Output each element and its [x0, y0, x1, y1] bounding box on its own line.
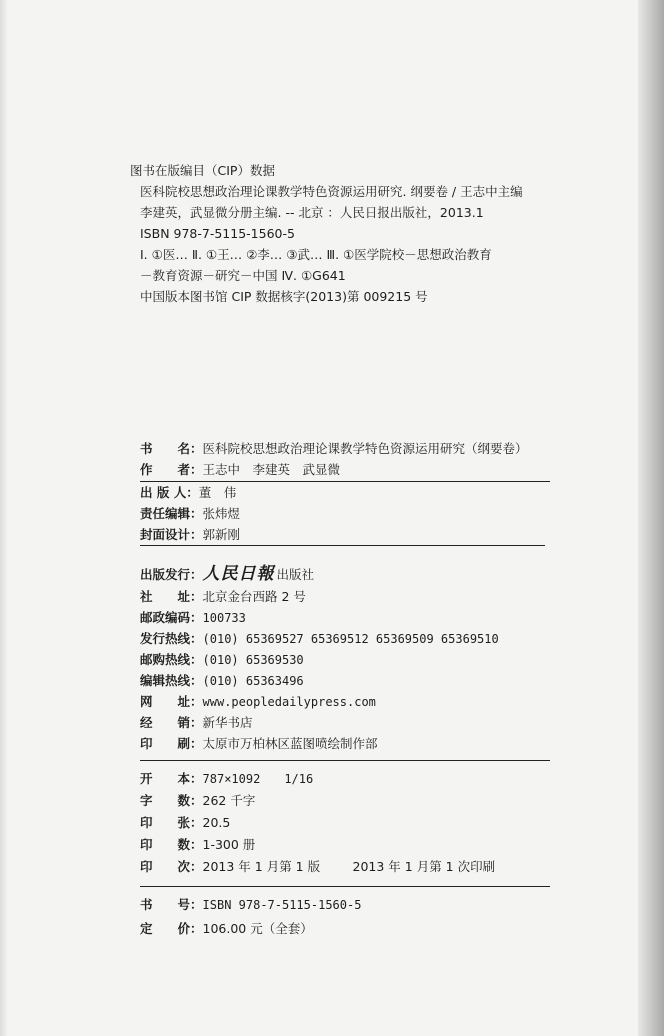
printer-row: [140, 733, 560, 754]
editor-row: [140, 503, 560, 524]
cip-class-line1: Ⅰ. ①医… Ⅱ. ①王… ②李… ③武… Ⅲ. ①医学院校－思想政治教育: [140, 247, 492, 262]
cip-line1: 医科院校思想政治理论课教学特色资源运用研究. 纲要卷 / 王志中主编: [140, 184, 523, 199]
authors-row: [140, 459, 560, 480]
publisher-person: 董 伟: [198, 485, 237, 500]
sheets-label: 印 张：: [140, 815, 203, 830]
publisher-row: [140, 562, 560, 586]
distributor: 新华书店: [202, 715, 253, 730]
website: www.peopledailypress.com: [202, 695, 376, 709]
copies: 1-300 册: [202, 837, 256, 852]
publisher-person-row: [140, 482, 560, 503]
staff-info: [140, 482, 560, 545]
divider: [140, 760, 550, 761]
address-row: [140, 586, 560, 607]
printing: 2013 年 1 月第 1 次印刷: [352, 859, 496, 874]
publisher-logo: 人民日報: [202, 564, 275, 584]
website-row: [140, 691, 560, 712]
hotline-row: [140, 628, 560, 649]
cip-block: [130, 160, 550, 307]
isbn-row: [140, 893, 560, 917]
book-title: 医科院校思想政治理论课教学特色资源运用研究（纲要卷）: [202, 441, 528, 456]
cip-class-line2: －教育资源－研究－中国 Ⅳ. ①G641: [140, 268, 346, 283]
website-label: 网 址：: [140, 694, 203, 709]
edition: 2013 年 1 月第 1 版: [202, 859, 321, 874]
edition-label: 印 次：: [140, 859, 203, 874]
page-shadow: [0, 0, 8, 1036]
isbn: ISBN 978-7-5115-1560-5: [202, 898, 362, 912]
footer-info: [140, 893, 560, 941]
format-row: [140, 768, 560, 790]
cip-heading: 图书在版编目（CIP）数据: [130, 163, 275, 178]
price: 106.00 元（全套）: [202, 921, 313, 936]
edition-row: [140, 856, 560, 878]
cover-label: 封面设计：: [140, 527, 203, 542]
isbn-label: 书 号：: [140, 897, 203, 912]
postcode-row: [140, 607, 560, 628]
divider: [140, 545, 545, 546]
title-label: 书 名：: [140, 441, 203, 456]
cover-row: [140, 524, 560, 545]
edit-line-label: 编辑热线：: [140, 673, 203, 688]
cover-designer: 郭新刚: [202, 527, 241, 542]
address: 北京金台西路 2 号: [202, 589, 306, 604]
sheets-row: [140, 812, 560, 834]
specs-info: [140, 768, 560, 878]
copies-row: [140, 834, 560, 856]
book-authors: 王志中 李建英 武显微: [202, 462, 341, 477]
price-row: [140, 917, 560, 941]
words-label: 字 数：: [140, 793, 203, 808]
edit-line-phone: (010) 65363496: [202, 674, 304, 688]
postcode: 100733: [202, 611, 246, 625]
mail-order-row: [140, 649, 560, 670]
editor-label: 责任编辑：: [140, 506, 203, 521]
publisher-label: 出版发行：: [140, 567, 203, 582]
sheets: 20.5: [202, 815, 231, 830]
postcode-label: 邮政编码：: [140, 610, 203, 625]
mail-order-label: 邮购热线：: [140, 652, 203, 667]
cip-line2: 李建英，武显微分册主编. -- 北京 ：人民日报出版社，2013.1: [140, 205, 484, 220]
publisher-info: [140, 562, 560, 754]
hotline: (010) 65369527 65369512 65369509 65369510: [202, 632, 499, 646]
price-label: 定 价：: [140, 921, 203, 936]
page-edge: [638, 0, 664, 1036]
printer: 太原市万柏林区蓝图喷绘制作部: [202, 736, 378, 751]
distributor-label: 经 销：: [140, 715, 203, 730]
format-label: 开 本：: [140, 771, 203, 786]
book-info: [140, 438, 560, 480]
printer-label: 印 刷：: [140, 736, 203, 751]
title-row: [140, 438, 560, 459]
editor: 张炜煜: [202, 506, 241, 521]
mail-order-phone: (010) 65369530: [202, 653, 304, 667]
cip-number: 中国版本图书馆 CIP 数据核字(2013)第 009215 号: [140, 289, 428, 304]
words: 262 千字: [202, 793, 256, 808]
edit-line-row: [140, 670, 560, 691]
publisher-suffix: 出版社: [276, 567, 315, 582]
format: 787×1092 1/16: [202, 772, 314, 786]
cip-isbn: ISBN 978-7-5115-1560-5: [140, 226, 295, 241]
authors-label: 作 者：: [140, 462, 203, 477]
words-row: [140, 790, 560, 812]
copies-label: 印 数：: [140, 837, 203, 852]
hotline-label: 发行热线：: [140, 631, 203, 646]
distributor-row: [140, 712, 560, 733]
publisher-person-label: 出 版 人：: [140, 485, 199, 500]
address-label: 社 址：: [140, 589, 203, 604]
divider: [140, 886, 550, 887]
